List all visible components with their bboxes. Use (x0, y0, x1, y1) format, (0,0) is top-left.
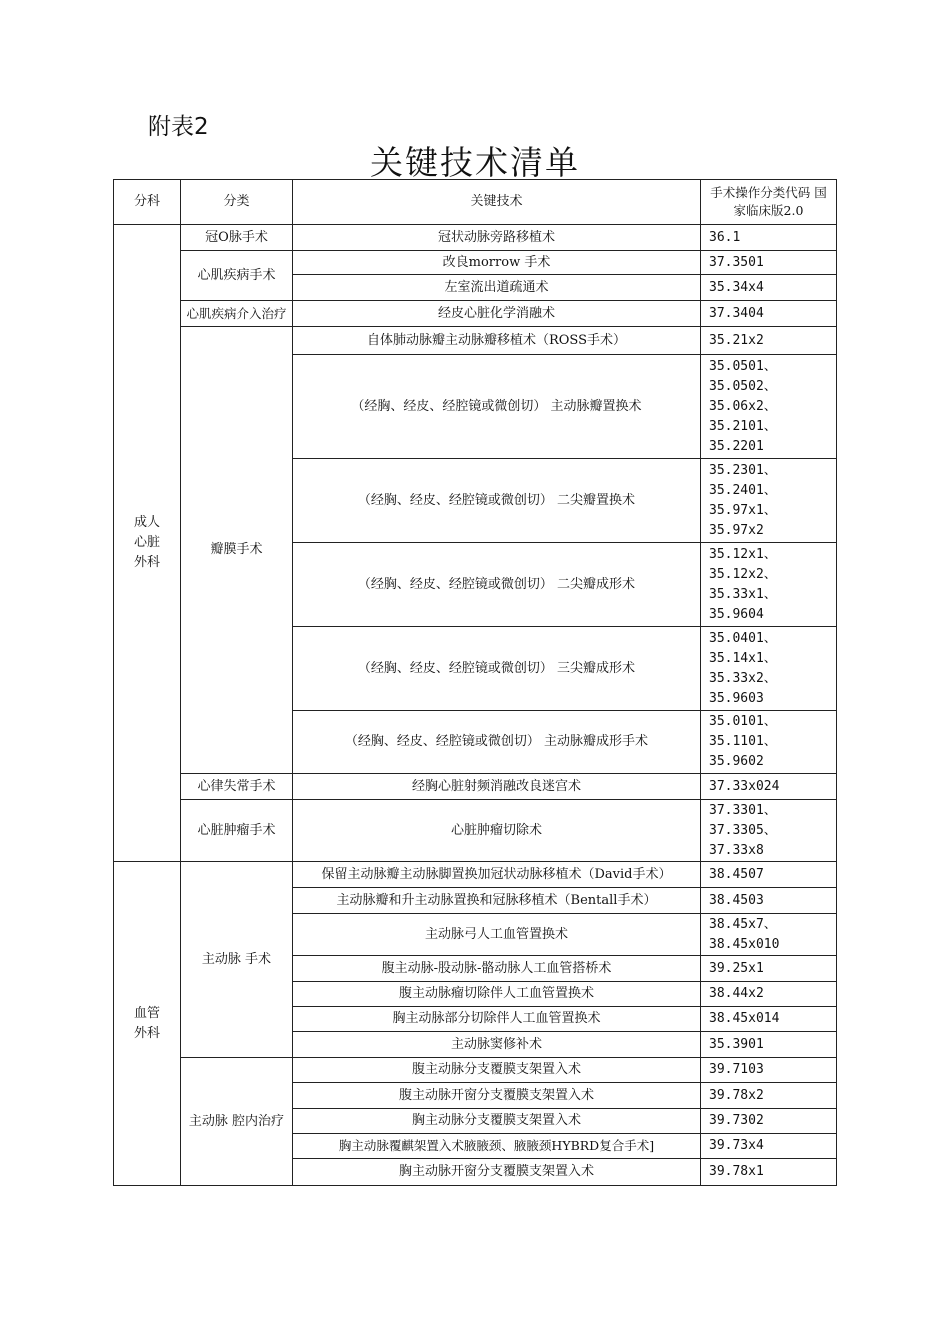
table-row (114, 327, 837, 355)
category-cell: 心肌疾病介入治疗 (181, 301, 293, 327)
code-cell: 35.0401、 35.14x1、 35.33x2、 35.9603 (701, 627, 837, 711)
code-cell: 39.7302 (701, 1109, 837, 1134)
table-header-row (114, 180, 837, 225)
tech-cell: 主动脉窦修补术 (293, 1032, 701, 1058)
dept-cell: 血管 外科 (114, 862, 181, 1186)
code-cell: 39.78x1 (701, 1159, 837, 1186)
table-row (114, 862, 837, 888)
tech-cell: （经胸、经皮、经腔镜或微创切） 二尖瓣成形术 (293, 543, 701, 627)
code-cell: 37.3501 (701, 251, 837, 275)
code-cell: 37.3404 (701, 301, 837, 327)
tech-cell: 胸主动脉分支覆膜支架置入术 (293, 1109, 701, 1134)
table-row (114, 251, 837, 275)
table-row (114, 301, 837, 327)
tech-cell: （经胸、经皮、经腔镜或微创切） 二尖瓣置换术 (293, 459, 701, 543)
tech-cell: 经胸心脏射频消融改良迷宫术 (293, 774, 701, 800)
tech-cell: 腹主动脉-股动脉-骼动脉人工血管搭桥术 (293, 956, 701, 982)
header-category: 分类 (181, 180, 293, 225)
tech-cell: 主动脉弓人工血管置换术 (293, 914, 701, 956)
code-cell: 35.2301、 35.2401、 35.97x1、 35.97x2 (701, 459, 837, 543)
code-cell: 35.34x4 (701, 275, 837, 301)
tech-cell: （经胸、经皮、经腔镜或微创切） 主动脉瓣成形手术 (293, 711, 701, 774)
tech-cell: 主动脉瓣和升主动脉置换和冠脉移植术（Bentall手术） (293, 888, 701, 914)
code-cell: 36.1 (701, 225, 837, 251)
code-cell: 35.12x1、 35.12x2、 35.33x1、 35.9604 (701, 543, 837, 627)
code-cell: 37.3301、 37.3305、 37.33x8 (701, 800, 837, 862)
code-cell: 38.4503 (701, 888, 837, 914)
tech-cell: （经胸、经皮、经腔镜或微创切） 三尖瓣成形术 (293, 627, 701, 711)
category-cell: 心脏肿瘤手术 (181, 800, 293, 862)
code-cell: 35.0501、 35.0502、 35.06x2、 35.2101、 35.2201 (701, 355, 837, 459)
table-row (114, 225, 837, 251)
code-cell: 35.0101、 35.1101、 35.9602 (701, 711, 837, 774)
tech-cell: 自体肺动脉瓣主动脉瓣移植术（ROSS手术） (293, 327, 701, 355)
category-cell: 冠O脉手术 (181, 225, 293, 251)
code-cell: 35.21x2 (701, 327, 837, 355)
header-code: 手术操作分类代码 国家临床版2.0 (701, 180, 837, 225)
dept-cell: 成人 心脏 外科 (114, 225, 181, 862)
tech-cell: 经皮心脏化学消融术 (293, 301, 701, 327)
code-cell: 39.7103 (701, 1058, 837, 1083)
tech-cell: 胸主动脉部分切除伴人工血管置换术 (293, 1007, 701, 1032)
tech-cell: 腹主动脉瘤切除伴人工血管置换术 (293, 982, 701, 1007)
tech-cell: 保留主动脉瓣主动脉脚置换加冠状动脉移植术（David手术） (293, 862, 701, 888)
tech-cell: 心脏肿瘤切除术 (293, 800, 701, 862)
category-cell: 心肌疾病手术 (181, 251, 293, 301)
appendix-label: 附表2 (148, 114, 209, 140)
tech-cell: 胸主动脉开窗分支覆膜支架置入术 (293, 1159, 701, 1186)
tech-cell: 冠状动脉旁路移植术 (293, 225, 701, 251)
tech-cell: 改良morrow 手术 (293, 251, 701, 275)
category-cell: 主动脉 手术 (181, 862, 293, 1058)
code-cell: 39.78x2 (701, 1083, 837, 1109)
page-title: 关键技术清单 (370, 143, 580, 182)
tech-cell: 腹主动脉开窗分支覆膜支架置入术 (293, 1083, 701, 1109)
tech-cell: （经胸、经皮、经腔镜或微创切） 主动脉瓣置换术 (293, 355, 701, 459)
code-cell: 39.25x1 (701, 956, 837, 982)
header-technology: 关键技术 (293, 180, 701, 225)
table-row (114, 800, 837, 862)
category-cell: 心律失常手术 (181, 774, 293, 800)
code-cell: 37.33x024 (701, 774, 837, 800)
key-technology-table (113, 179, 837, 1186)
header-department: 分科 (114, 180, 181, 225)
code-cell: 38.45x7、 38.45x010 (701, 914, 837, 956)
category-cell: 瓣膜手术 (181, 327, 293, 774)
tech-cell: 胸主动脉覆麒架置入术腋腋颈、腋腋颈HYBRD复合手术] (293, 1134, 701, 1159)
code-cell: 38.44x2 (701, 982, 837, 1007)
tech-cell: 腹主动脉分支覆膜支架置入术 (293, 1058, 701, 1083)
code-cell: 39.73x4 (701, 1134, 837, 1159)
code-cell: 38.45x014 (701, 1007, 837, 1032)
category-cell: 主动脉 腔内治疗 (181, 1058, 293, 1186)
table-row (114, 774, 837, 800)
tech-cell: 左室流出道疏通术 (293, 275, 701, 301)
code-cell: 35.3901 (701, 1032, 837, 1058)
table-row (114, 1058, 837, 1083)
code-cell: 38.4507 (701, 862, 837, 888)
